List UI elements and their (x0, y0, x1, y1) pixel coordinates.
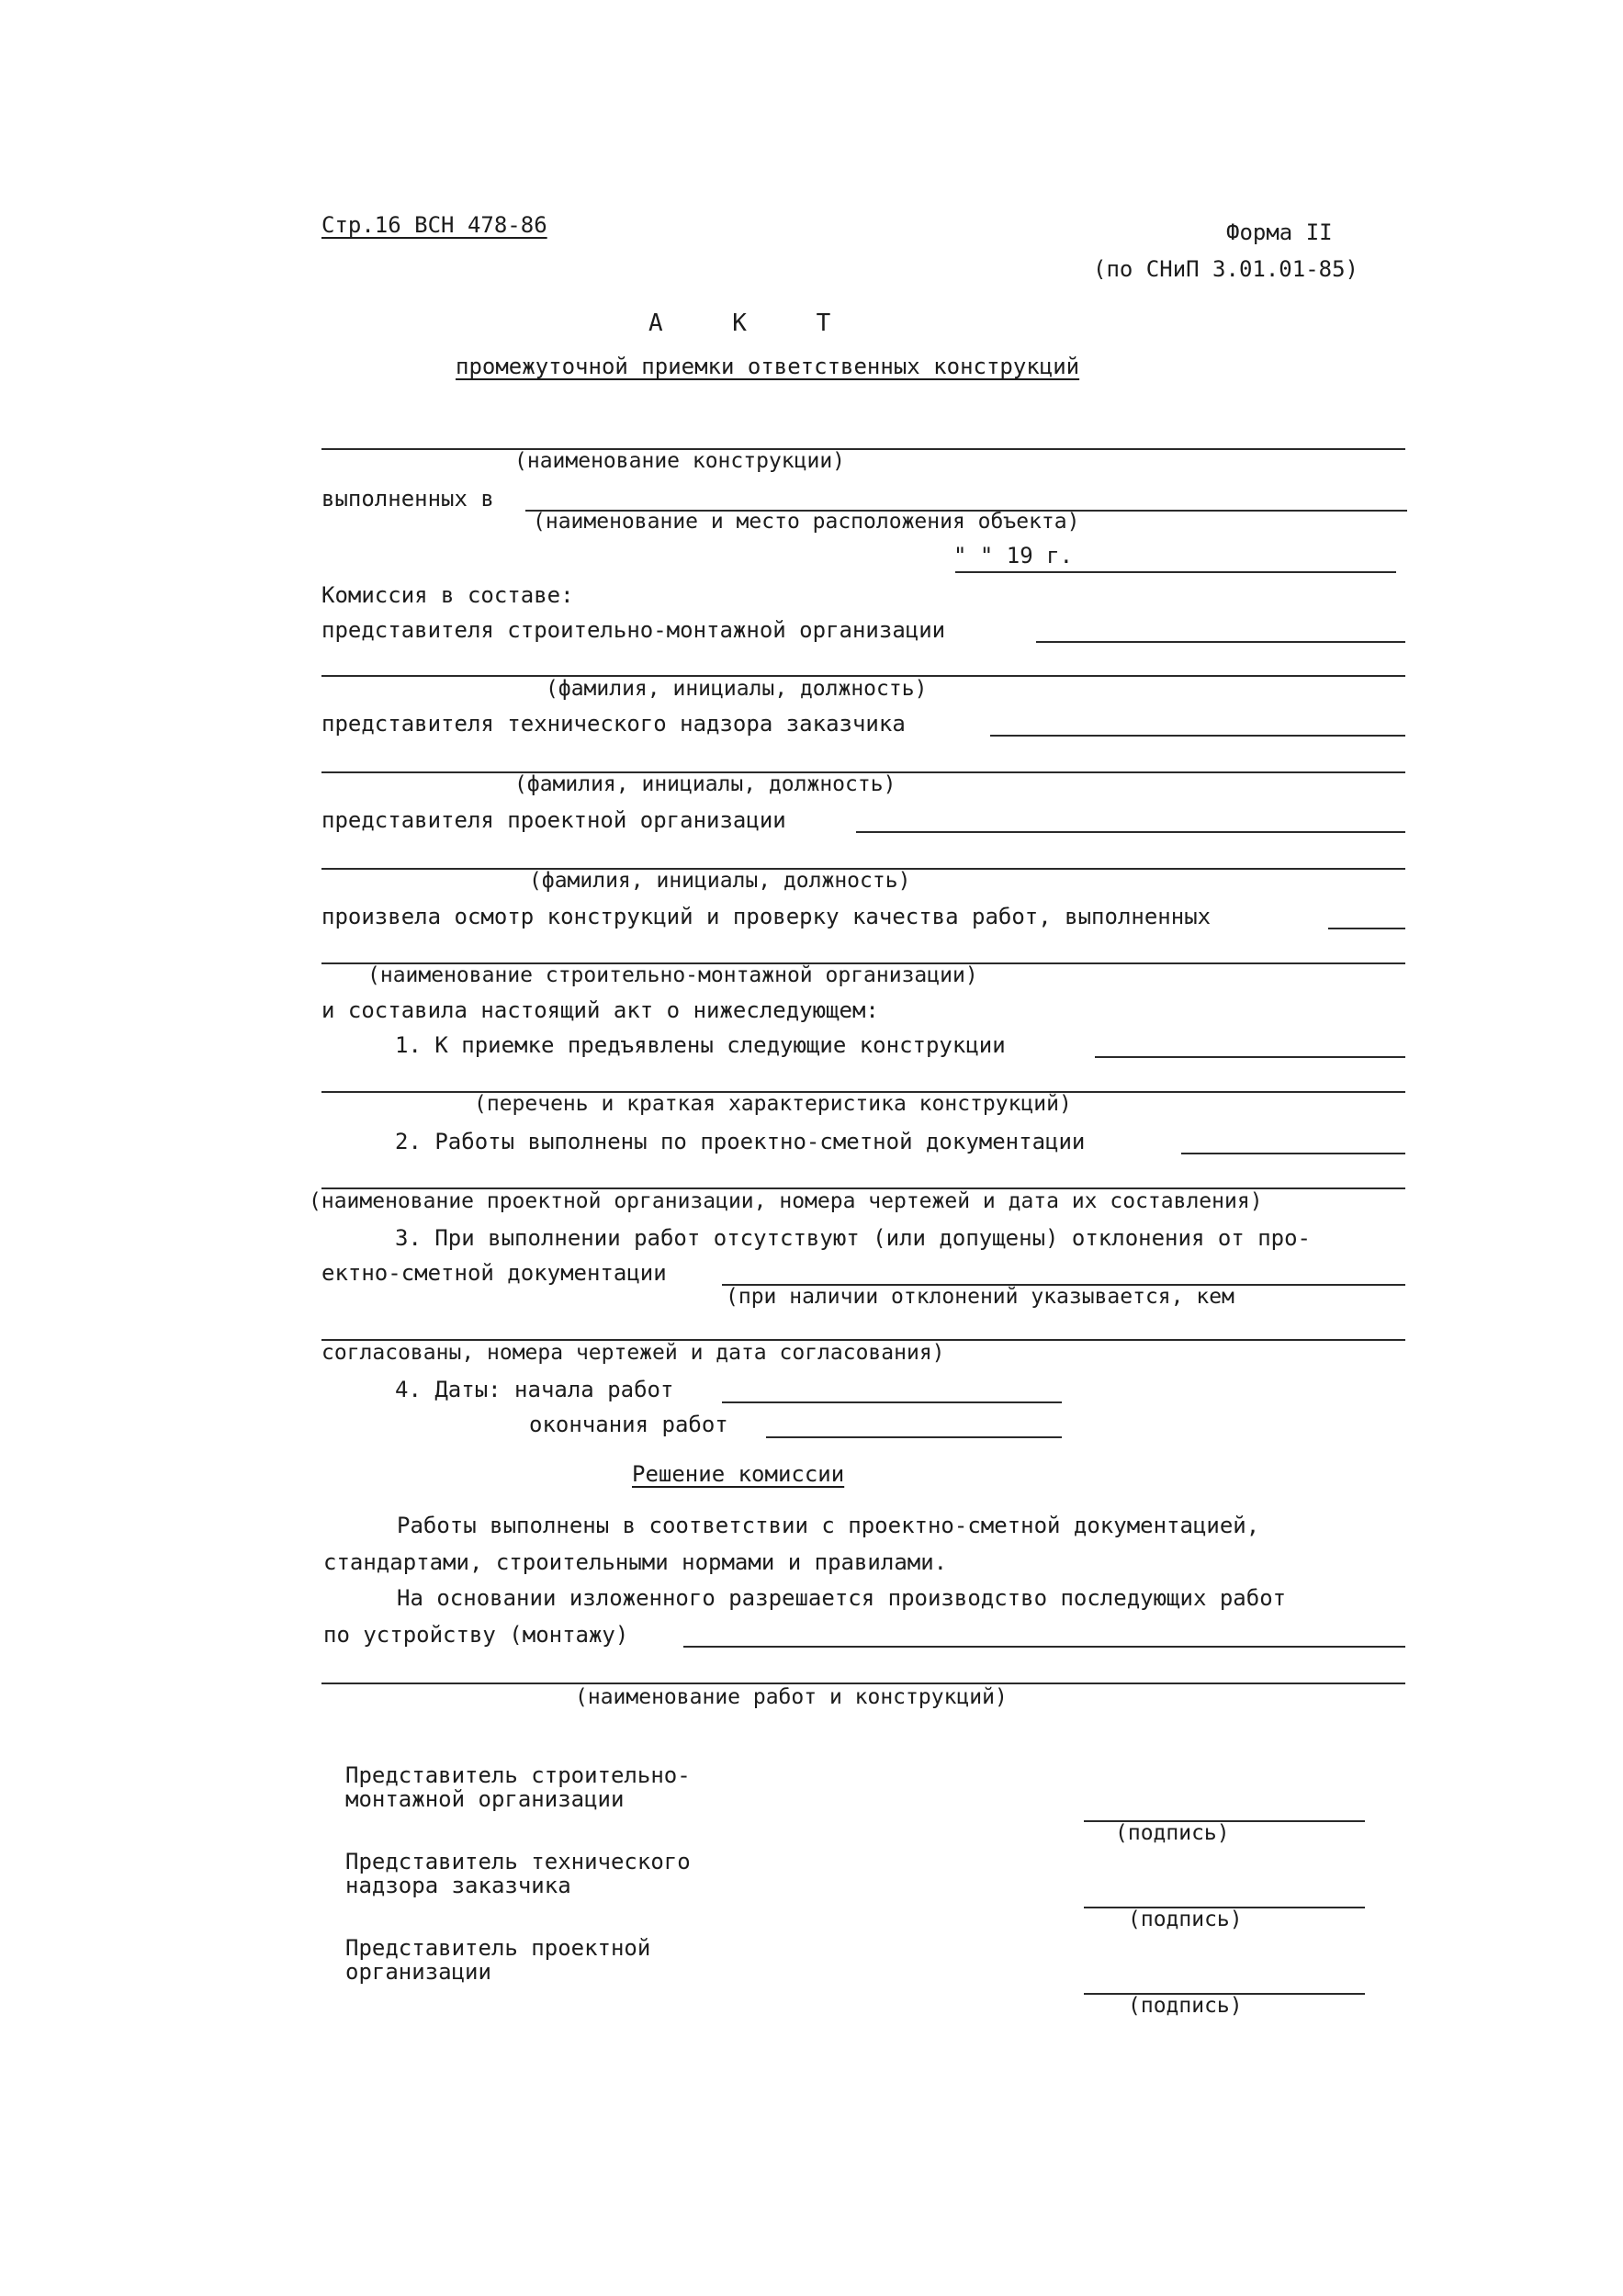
item-4-start: 4. Даты: начала работ (395, 1377, 674, 1402)
label-rep-construction: представителя строительно-монтажной организации (321, 617, 946, 643)
field-line-works[interactable] (683, 1646, 1405, 1648)
caption-works-name: (наименование работ и конструкций) (575, 1685, 1008, 1709)
field-line-end-date[interactable] (766, 1436, 1062, 1438)
field-line-rep-supervision[interactable] (990, 735, 1405, 737)
label-performed-in: выполненных в (321, 486, 494, 512)
label-commission: Комиссия в составе: (321, 582, 574, 608)
decision-p2-line-2: по устройству (монтажу) (323, 1622, 629, 1648)
document-title: А К Т (648, 310, 859, 337)
signature-3-line-2: организации (345, 1959, 491, 1985)
field-line-item-2[interactable] (1181, 1153, 1405, 1154)
signature-3-caption: (подпись) (1128, 1994, 1243, 2018)
decision-heading: Решение комиссии (632, 1461, 845, 1487)
caption-person-1: (фамилия, инициалы, должность) (546, 677, 928, 701)
item-3-line-2: ектно-сметной документации (321, 1260, 667, 1286)
label-inspection: произвела осмотр конструкций и проверку качества работ, выполненных (321, 904, 1212, 929)
label-compiled: и составила настоящий акт о нижеследующем: (321, 997, 879, 1023)
caption-person-2: (фамилия, инициалы, должность) (514, 772, 896, 796)
field-line-rep-construction[interactable] (1036, 641, 1405, 643)
form-source: (по СНиП 3.01.01-85) (1093, 256, 1358, 282)
item-2: 2. Работы выполнены по проектно-сметной документации (395, 1129, 1086, 1154)
date-underline (955, 571, 1396, 573)
item-4-end: окончания работ (529, 1412, 728, 1437)
document-subtitle: промежуточной приемки ответственных конструкций (456, 354, 1080, 379)
signature-3-line-1: Представитель проектной (345, 1935, 651, 1961)
form-label: Форма II (1226, 219, 1333, 245)
decision-p1-line-1: Работы выполнены в соответствии с проектно-сметной документацией, (397, 1513, 1260, 1538)
caption-design-org: (наименование проектной организации, номера чертежей и дата их составления) (309, 1189, 1263, 1213)
item-1: 1. К приемке предъявлены следующие конструкции (395, 1032, 1006, 1058)
caption-object-name: (наименование и место расположения объекта) (533, 510, 1080, 534)
signature-2-line-1: Представитель технического (345, 1849, 691, 1874)
signature-1-line-1: Представитель строительно- (345, 1762, 691, 1788)
field-line-rep-design[interactable] (856, 831, 1405, 833)
label-rep-supervision: представителя технического надзора заказчика (321, 711, 906, 737)
caption-org-name: (наименование строительно-монтажной организации) (367, 963, 978, 987)
signature-2-line-2: надзора заказчика (345, 1873, 571, 1898)
page-reference: Стр.16 ВСН 478-86 (321, 212, 547, 238)
field-line-item-1[interactable] (1095, 1056, 1405, 1058)
decision-p2-line-1: На основании изложенного разрешается производство последующих работ (397, 1585, 1287, 1611)
signature-1-caption: (подпись) (1115, 1821, 1230, 1845)
field-line-construction[interactable] (321, 448, 1405, 450)
item-3-line-1: 3. При выполнении работ отсутствуют (или допущены) отклонения от про- (395, 1225, 1311, 1251)
label-rep-design: представителя проектной организации (321, 807, 786, 833)
date-field[interactable]: " " 19 г. (953, 543, 1074, 568)
caption-deviations-2: согласованы, номера чертежей и дата согласования) (321, 1341, 945, 1365)
decision-p1-line-2: стандартами, строительными нормами и правилами. (323, 1549, 948, 1575)
caption-deviations-1: (при наличии отклонений указывается, кем (726, 1285, 1234, 1309)
caption-constructions-list: (перечень и краткая характеристика конструкций) (474, 1092, 1072, 1116)
field-line-inspection[interactable] (1328, 928, 1405, 929)
field-line-works-2[interactable] (321, 1683, 1405, 1684)
field-line-start-date[interactable] (722, 1401, 1062, 1403)
caption-construction-name: (наименование конструкции) (514, 449, 846, 473)
signature-1-line-2: монтажной организации (345, 1786, 625, 1812)
signature-2-caption: (подпись) (1128, 1908, 1243, 1931)
caption-person-3: (фамилия, инициалы, должность) (529, 869, 911, 893)
